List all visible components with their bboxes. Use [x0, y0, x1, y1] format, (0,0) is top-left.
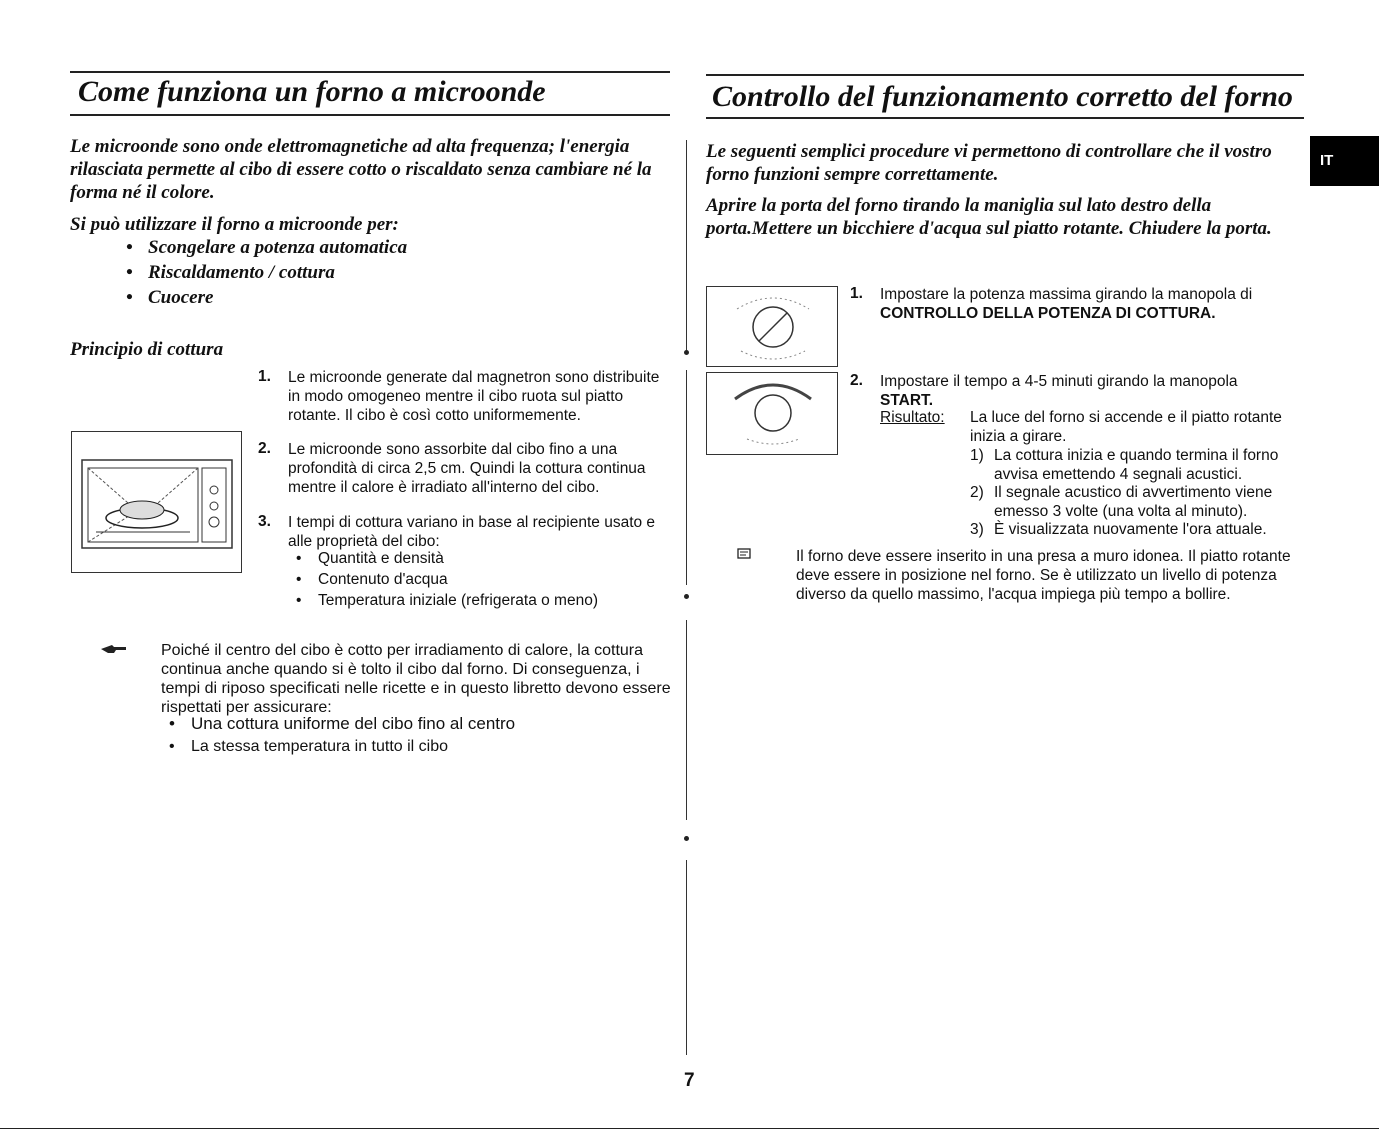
result-item: La cottura inizia e quando termina il forno avvisa emettendo 4 segnali acustici. — [994, 447, 1279, 483]
result-item: È visualizzata nuovamente l'ora attuale. — [994, 521, 1267, 538]
step3-bullet: • Temperatura iniziale (refrigerata o meno) — [318, 591, 598, 610]
use-item: • Riscaldamento / cottura — [148, 261, 335, 284]
step2-text: Impostare il tempo a 4-5 minuti girando la manopola — [880, 373, 1238, 390]
right-note: Il forno deve essere inserito in una presa a muro idonea. Il piatto rotante deve essere in posizione nel forno. Se è utilizzato un livello di potenza diverso da quello massimo, l'acqua impiega più tempo a bollire. — [796, 548, 1291, 603]
step2-bold: START. — [880, 392, 934, 409]
note-icon — [736, 547, 752, 561]
note-bullet: • La stessa temperatura in tutto il cibo — [191, 737, 448, 756]
right-title: Controllo del funzionamento corretto del forno — [712, 80, 1293, 113]
step-text: Le microonde generate dal magnetron sono distribuite in modo omogeneo mentre il cibo ruota sul piatto rotante. Il cibo è così cotto uniformemente. — [288, 369, 660, 424]
divider-dot — [684, 594, 689, 599]
result-num: 3) — [970, 521, 984, 538]
divider-dot — [684, 350, 689, 355]
note-bullet: • Una cottura uniforme del cibo fino al centro — [191, 714, 515, 733]
timer-knob-illustration — [706, 372, 838, 455]
step-number: 1. — [258, 368, 271, 385]
divider-dot — [684, 836, 689, 841]
step3-bullet: • Quantità e densità — [318, 549, 444, 568]
step-text: I tempi di cottura variano in base al recipiente usato e alle proprietà del cibo: — [288, 514, 656, 550]
step-number: 3. — [258, 513, 271, 530]
right-intro: Le seguenti semplici procedure vi permettono di controllare che il vostro forno funzioni sempre correttamente. — [706, 141, 1272, 185]
step1-bold: CONTROLLO DELLA POTENZA DI COTTURA. — [880, 305, 1216, 322]
left-intro: Le microonde sono onde elettromagnetiche ad alta frequenza; l'energia rilasciata permette al cibo di essere cotto o riscaldato senza cambiare né la forma né il colore. — [70, 136, 652, 203]
result-num: 1) — [970, 447, 984, 464]
column-divider — [686, 860, 687, 1055]
step-text: Le microonde sono assorbite dal cibo fino a una profondità di circa 2,5 cm. Quindi la cottura continua mentre il calore è irradiato all'interno del cibo. — [288, 441, 646, 496]
use-item: • Cuocere — [148, 286, 213, 309]
column-divider — [686, 370, 687, 585]
power-knob-illustration — [706, 286, 838, 367]
column-divider — [686, 620, 687, 820]
step-number: 1. — [850, 285, 863, 302]
pointing-hand-icon — [100, 642, 128, 656]
result-item: Il segnale acustico di avvertimento viene emesso 3 volte (una volta al minuto). — [994, 484, 1273, 520]
step1-text: Impostare la potenza massima girando la manopola di — [880, 286, 1253, 303]
principle-heading: Principio di cottura — [70, 339, 224, 360]
page-number: 7 — [684, 1070, 695, 1091]
result-label: Risultato: — [880, 409, 945, 426]
uses-heading: Si può utilizzare il forno a microonde per: — [70, 214, 399, 235]
left-title: Come funziona un forno a microonde — [78, 75, 546, 108]
result-num: 2) — [970, 484, 984, 501]
step-number: 2. — [850, 372, 863, 389]
step3-bullet: • Contenuto d'acqua — [318, 570, 448, 589]
left-note: Poiché il centro del cibo è cotto per irradiamento di calore, la cottura continua anche quando si è tolto il cibo dal forno. Di conseguenza, i tempi di riposo specificati nelle ricette e in questo libretto devono essere rispettati per assicurare: — [161, 642, 671, 716]
language-tab: IT — [1310, 136, 1379, 186]
microwave-illustration — [71, 431, 242, 573]
result-text: La luce del forno si accende e il piatto rotante inizia a girare. — [970, 409, 1282, 445]
column-divider — [686, 140, 687, 350]
step-number: 2. — [258, 440, 271, 457]
use-item: • Scongelare a potenza automatica — [148, 236, 407, 259]
right-intro2: Aprire la porta del forno tirando la maniglia sul lato destro della porta.Mettere un bicchiere d'acqua sul piatto rotante. Chiudere la porta. — [706, 195, 1272, 239]
